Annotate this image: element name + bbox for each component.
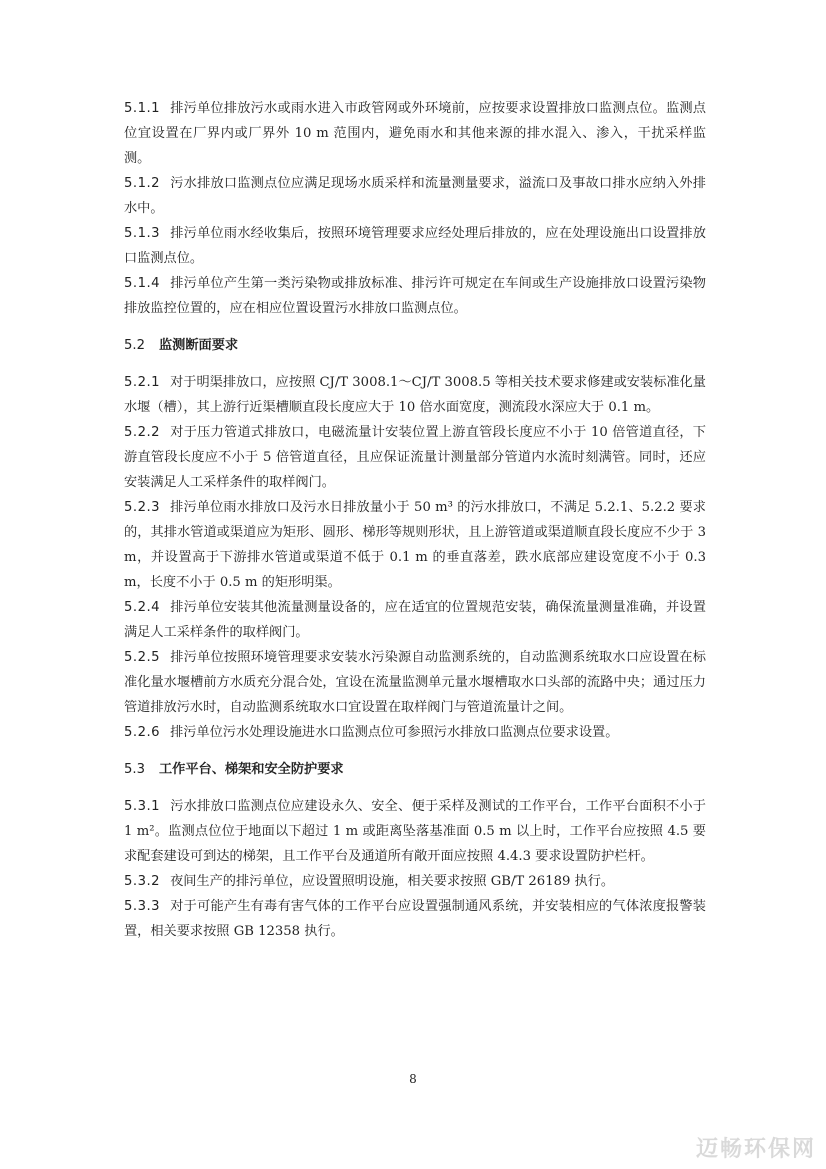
clause-5-2-1	[124, 370, 706, 420]
clause-text: 排污单位安装其他流量测量设备的，应在适宜的位置规范安装，确保流量测量准确，并设置满足人工采样条件的取样阀门。	[124, 600, 706, 640]
section-number: 5.3	[124, 762, 145, 777]
clause-number: 5.2.6	[124, 725, 161, 740]
clause-number: 5.2.1	[124, 375, 161, 390]
document-body	[124, 96, 706, 944]
clause-number: 5.1.2	[124, 176, 161, 191]
clause-number: 5.2.4	[124, 600, 161, 615]
clause-5-2-5	[124, 645, 706, 720]
section-title: 监测断面要求	[158, 338, 239, 353]
clause-text: 排污单位产生第一类污染物或排放标准、排污许可规定在车间或生产设施排放口设置污染物排放监控位置的，应在相应位置设置污水排放口监测点位。	[124, 276, 706, 316]
clause-number: 5.1.1	[124, 101, 161, 116]
clause-5-3-2	[124, 869, 706, 894]
clause-text: 排污单位排放污水或雨水进入市政管网或外环境前，应按要求设置排放口监测点位。监测点位宜设置在厂界内或厂界外 10 m 范围内，避免雨水和其他来源的排水混入、渗入，干扰采样监测。	[124, 101, 706, 166]
page-number: 8	[409, 1072, 417, 1086]
watermark: 迈畅环保网	[695, 1137, 816, 1162]
clause-5-3-3	[124, 894, 706, 944]
clause-number: 5.2.3	[124, 500, 161, 515]
clause-number: 5.3.1	[124, 799, 161, 814]
clause-text: 排污单位按照环境管理要求安装水污染源自动监测系统的，自动监测系统取水口应设置在标准化量水堰槽前方水质充分混合处，宜设在流量监测单元量水堰槽取水口头部的流路中央；通过压力管道排放污水时，自动监测系统取水口宜设置在取样阀门与管道流量计之间。	[124, 650, 706, 715]
clause-5-1-3	[124, 221, 706, 271]
clause-5-2-6	[124, 720, 706, 745]
section-heading-5-3	[124, 757, 706, 782]
clause-5-2-4	[124, 595, 706, 645]
clause-5-2-2	[124, 420, 706, 495]
clause-5-1-2	[124, 171, 706, 221]
clause-number: 5.3.2	[124, 874, 161, 889]
clause-5-1-4	[124, 271, 706, 321]
clause-text: 排污单位雨水排放口及污水日排放量小于 50 m³ 的污水排放口，不满足 5.2.1、5.2.2 要求的，其排水管道或渠道应为矩形、圆形、梯形等规则形状，且上游管道或渠道顺直段长度应不少于 3 m，并设置高于下游排水管道或渠道不低于 0.1 m 的垂直落差，跌水底部应建设宽度不小于 0.3 m，长度不小于 0.5 m 的矩形明渠。	[124, 500, 706, 590]
clause-text: 污水排放口监测点位应满足现场水质采样和流量测量要求，溢流口及事故口排水应纳入外排水中。	[124, 176, 706, 216]
clause-number: 5.1.3	[124, 226, 161, 241]
clause-number: 5.1.4	[124, 276, 161, 291]
clause-text: 对于压力管道式排放口，电磁流量计安装位置上游直管段长度应不小于 10 倍管道直径，下游直管段长度应不小于 5 倍管道直径，且应保证流量计测量部分管道内水流时刻满管。同时，还应安装满足人工采样条件的取样阀门。	[124, 425, 706, 490]
clause-5-1-1	[124, 96, 706, 171]
section-number: 5.2	[124, 338, 145, 353]
clause-text: 排污单位雨水经收集后，按照环境管理要求应经处理后排放的，应在处理设施出口设置排放口监测点位。	[124, 226, 706, 266]
clause-text: 排污单位污水处理设施进水口监测点位可参照污水排放口监测点位要求设置。	[170, 725, 619, 740]
clause-number: 5.2.2	[124, 425, 161, 440]
clause-text: 夜间生产的排污单位，应设置照明设施，相关要求按照 GB/T 26189 执行。	[170, 874, 615, 889]
section-title: 工作平台、梯架和安全防护要求	[158, 762, 344, 777]
clause-text: 对于明渠排放口，应按照 CJ/T 3008.1～CJ/T 3008.5 等相关技术要求修建或安装标准化量水堰（槽），其上游行近渠槽顺直段长度应大于 10 倍水面宽度，测流段水深应大于 0.1 m。	[124, 375, 706, 415]
clause-text: 对于可能产生有毒有害气体的工作平台应设置强制通风系统，并安装相应的气体浓度报警装置，相关要求按照 GB 12358 执行。	[124, 899, 706, 939]
clause-5-2-3	[124, 495, 706, 595]
clause-number: 5.2.5	[124, 650, 161, 665]
clause-text: 污水排放口监测点位应建设永久、安全、便于采样及测试的工作平台，工作平台面积不小于 1 m²。监测点位位于地面以下超过 1 m 或距离坠落基准面 0.5 m 以上时，工作平台应按照 4.5 要求配套建设可到达的梯架，且工作平台及通道所有敞开面应按照 4.4.3 要求设置防护栏杆。	[124, 799, 706, 864]
clause-number: 5.3.3	[124, 899, 161, 914]
clause-5-3-1	[124, 794, 706, 869]
section-heading-5-2	[124, 333, 706, 358]
